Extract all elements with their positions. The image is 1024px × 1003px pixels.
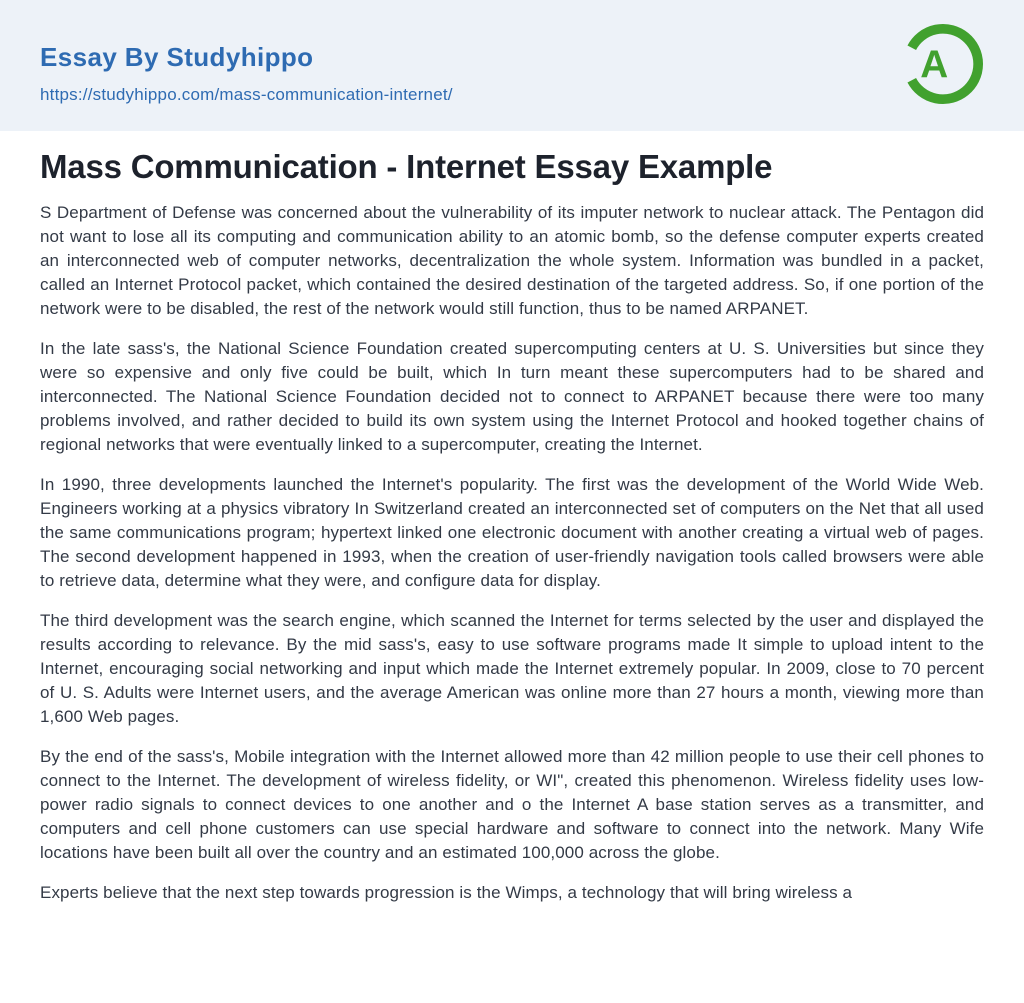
article-paragraph-5: By the end of the sass's, Mobile integration with the Internet allowed more than 42 million people to use their cell phones to connect to the Internet. The development of wireless fidelity, or WI", created this phenomenon. Wireless fidelity uses low-power radio signals to connect devices to one another and o the Internet A base station serves as a transmitter, and computers and cell phone customers can use special hardware and software to connect into the network. Many Wife locations have been built all over the country and an estimated 100,000 across the globe. xyxy=(40,747,984,862)
article-paragraph-6: Experts believe that the next step towards progression is the Wimps, a technology that will bring wireless a xyxy=(40,883,853,902)
logo-arc-icon xyxy=(899,20,987,108)
source-url-link[interactable]: https://studyhippo.com/mass-communication-internet/ xyxy=(40,85,453,104)
page-header xyxy=(0,0,1024,131)
article-paragraph-4: The third development was the search engine, which scanned the Internet for terms selected by the user and displayed the results according to relevance. By the mid sass's, easy to use software programs made It simple to upload intent to the Internet, encouraging social networking and input which made the Internet extremely popular. In 2009, close to 70 percent of U. S. Adults were Internet users, and the average American was online more than 27 hours a month, viewing more than 1,600 Web pages. xyxy=(40,611,984,726)
site-title: Essay By Studyhippo xyxy=(40,42,314,72)
studyhippo-logo xyxy=(899,20,987,108)
article-title: Mass Communication - Internet Essay Example xyxy=(40,148,773,185)
logo-letter: A xyxy=(920,43,949,87)
article-paragraph-1: S Department of Defense was concerned about the vulnerability of its imputer network to nuclear attack. The Pentagon did not want to lose all its computing and communication ability to an atomic bomb, so the defense computer experts created an interconnected web of computer networks, decentralization the whole system. Information was bundled in a packet, called an Internet Protocol packet, which contained the desired destination of the targeted address. So, if one portion of the network were to be disabled, the rest of the network would still function, thus to be named ARPANET. xyxy=(40,203,984,318)
article-paragraph-3: In 1990, three developments launched the Internet's popularity. The first was the development of the World Wide Web. Engineers working at a physics vibratory In Switzerland created an interconnected set of computers on the Net that all used the same communications program; hypertext linked one electronic document with another creating a virtual web of pages. The second development happened in 1993, when the creation of user-friendly navigation tools called browsers were able to retrieve data, determine what they were, and configure data for display. xyxy=(40,475,984,590)
article-paragraph-2: In the late sass's, the National Science Foundation created supercomputing centers at U. S. Universities but since they were so expensive and only five could be built, which In turn meant these supercomputers had to be shared and interconnected. The National Science Foundation decided not to connect to ARPANET because there were too many problems involved, and rather decided to build its own system using the Internet Protocol and hooked together chains of regional networks that were eventually linked to a supercomputer, creating the Internet. xyxy=(40,339,984,454)
article xyxy=(0,131,1024,905)
